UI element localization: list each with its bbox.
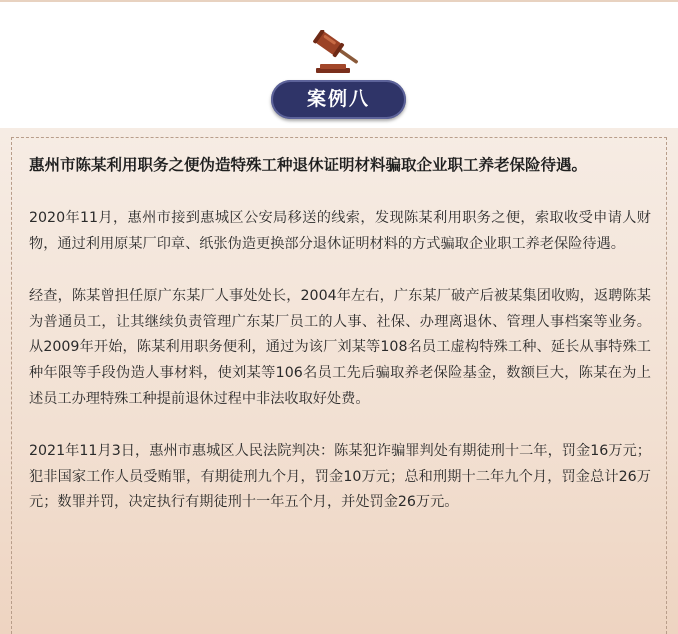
case-title: 惠州市陈某利用职务之便伪造特殊工种退休证明材料骗取企业职工养老保险待遇。 (29, 156, 588, 174)
case-paragraph-1: 2020年11月，惠州市接到惠城区公安局移送的线索，发现陈某利用职务之便，索取收受申请人财物，通过利用原某厂印章、纸张伪造更换部分退休证明材料的方式骗取企业职工养老保险待遇。 (29, 210, 651, 252)
gavel-icon (312, 30, 366, 76)
case-number-badge (271, 80, 406, 119)
case-paragraph-3: 2021年11月3日，惠州市惠城区人民法院判决：陈某犯诈骗罪判处有期徒刑十二年，罚金16万元；犯非国家工作人员受贿罪，有期徒刑九个月，罚金10万元；总和刑期十二年九个月，罚金总计26万元；数罪并罚，决定执行有期徒刑十一年五个月，并处罚金26万元。 (29, 443, 651, 511)
case-paragraph-2: 经查，陈某曾担任原广东某厂人事处处长，2004年左右，广东某厂破产后被某集团收购，返聘陈某为普通员工，让其继续负责管理广东某厂员工的人事、社保、办理离退休、管理人事档案等业务。从2009年开始，陈某利用职务便利，通过为该厂刘某等108名员工虚构特殊工种、延长从事特殊工种年限等手段伪造人事材料，使刘某等106名员工先后骗取养老保险基金，数额巨大，陈某在为上述员工办理特殊工种提前退休过程中非法收取好处费。 (29, 288, 651, 407)
case-number-label: 案例八 (306, 88, 370, 110)
case-content (29, 150, 651, 516)
case-header (0, 0, 678, 128)
